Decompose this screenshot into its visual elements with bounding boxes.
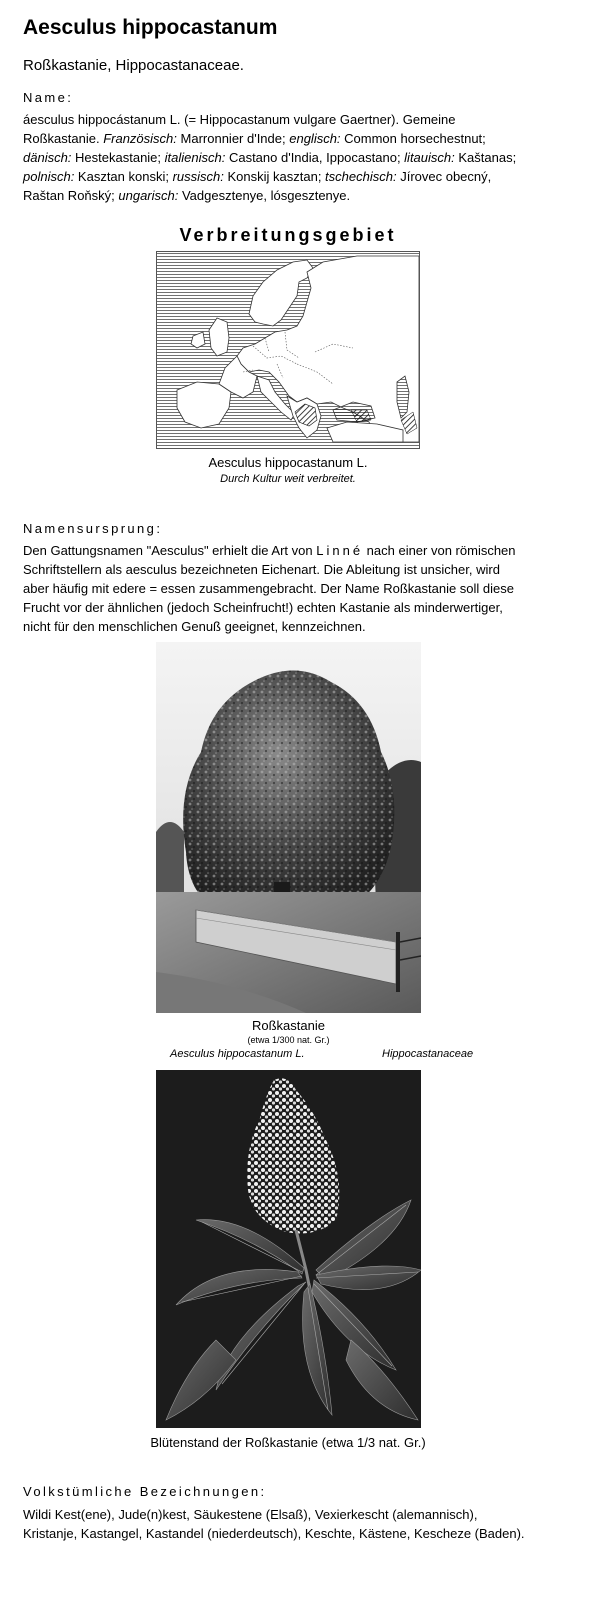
- map-title: Verbreitungsgebiet: [179, 225, 397, 245]
- tree-scale: (etwa 1/300 nat. Gr.): [247, 1035, 330, 1045]
- name-line: Raštan Roňský; ungarisch: Vadgesztenye, lósgesztenye.: [23, 188, 351, 203]
- map-caption: Aesculus hippocastanum L.: [208, 455, 368, 470]
- author-name: Linné: [316, 543, 364, 558]
- origin-paragraph: [23, 541, 571, 636]
- folk-names-line: Kristanje, Kastangel, Kastandel (niederdeutsch), Keschte, Kästene, Kescheze (Baden).: [23, 1526, 525, 1541]
- name-line: polnisch: Kasztan konski; russisch: Konskij kasztan; tschechisch: Jírovec obecný,: [23, 169, 492, 184]
- tree-caption: Roßkastanie: [252, 1018, 325, 1033]
- name-heading: Name:: [23, 90, 74, 105]
- tree-family: Hippocastanaceae: [382, 1048, 474, 1060]
- flower-caption: Blütenstand der Roßkastanie (etwa 1/3 nat. Gr.): [150, 1435, 426, 1450]
- page-subtitle: Roßkastanie, Hippocastanaceae.: [23, 57, 244, 74]
- origin-heading: Namensursprung:: [23, 521, 163, 536]
- folk-names-line: Wildi Kest(ene), Jude(n)kest, Säukestene (Elsaß), Vexierkescht (alemannisch),: [23, 1507, 478, 1522]
- origin-line: Schriftstellern als aesculus bezeichneten Eichenart. Die Ableitung ist unsicher, wird: [23, 562, 500, 577]
- flower-photo: [156, 1070, 421, 1428]
- origin-line: nicht für den menschlichen Genuß geeignet, kennzeichnen.: [23, 619, 366, 634]
- map-note: Durch Kultur weit verbreitet.: [220, 473, 356, 485]
- name-paragraph: [23, 110, 571, 205]
- folk-names-paragraph: [23, 1505, 571, 1543]
- origin-line: Frucht vor der ähnlichen (jedoch Scheinfrucht!) echten Kastanie als minderwertiger,: [23, 600, 503, 615]
- tree-photo: [156, 642, 421, 1013]
- name-line: áesculus hippocástanum L. (= Hippocastanum vulgare Gaertner). Gemeine: [23, 112, 456, 127]
- folk-names-heading: Volkstümliche Bezeichnungen:: [23, 1484, 267, 1499]
- distribution-map: [156, 251, 420, 449]
- origin-line: Den Gattungsnamen "Aesculus" erhielt die Art von Linné nach einer von römischen: [23, 543, 516, 558]
- origin-line: aber häufig mit edere = essen zusammengebracht. Der Name Roßkastanie soll diese: [23, 581, 514, 596]
- page-title: Aesculus hippocastanum: [23, 16, 278, 39]
- name-line: Roßkastanie. Französisch: Marronnier d'Inde; englisch: Common horsechestnut;: [23, 131, 486, 146]
- tree-latin-name: Aesculus hippocastanum L.: [170, 1048, 305, 1060]
- name-line: dänisch: Hestekastanie; italienisch: Castano d'India, Ippocastano; litauisch: Kaštanas;: [23, 150, 517, 165]
